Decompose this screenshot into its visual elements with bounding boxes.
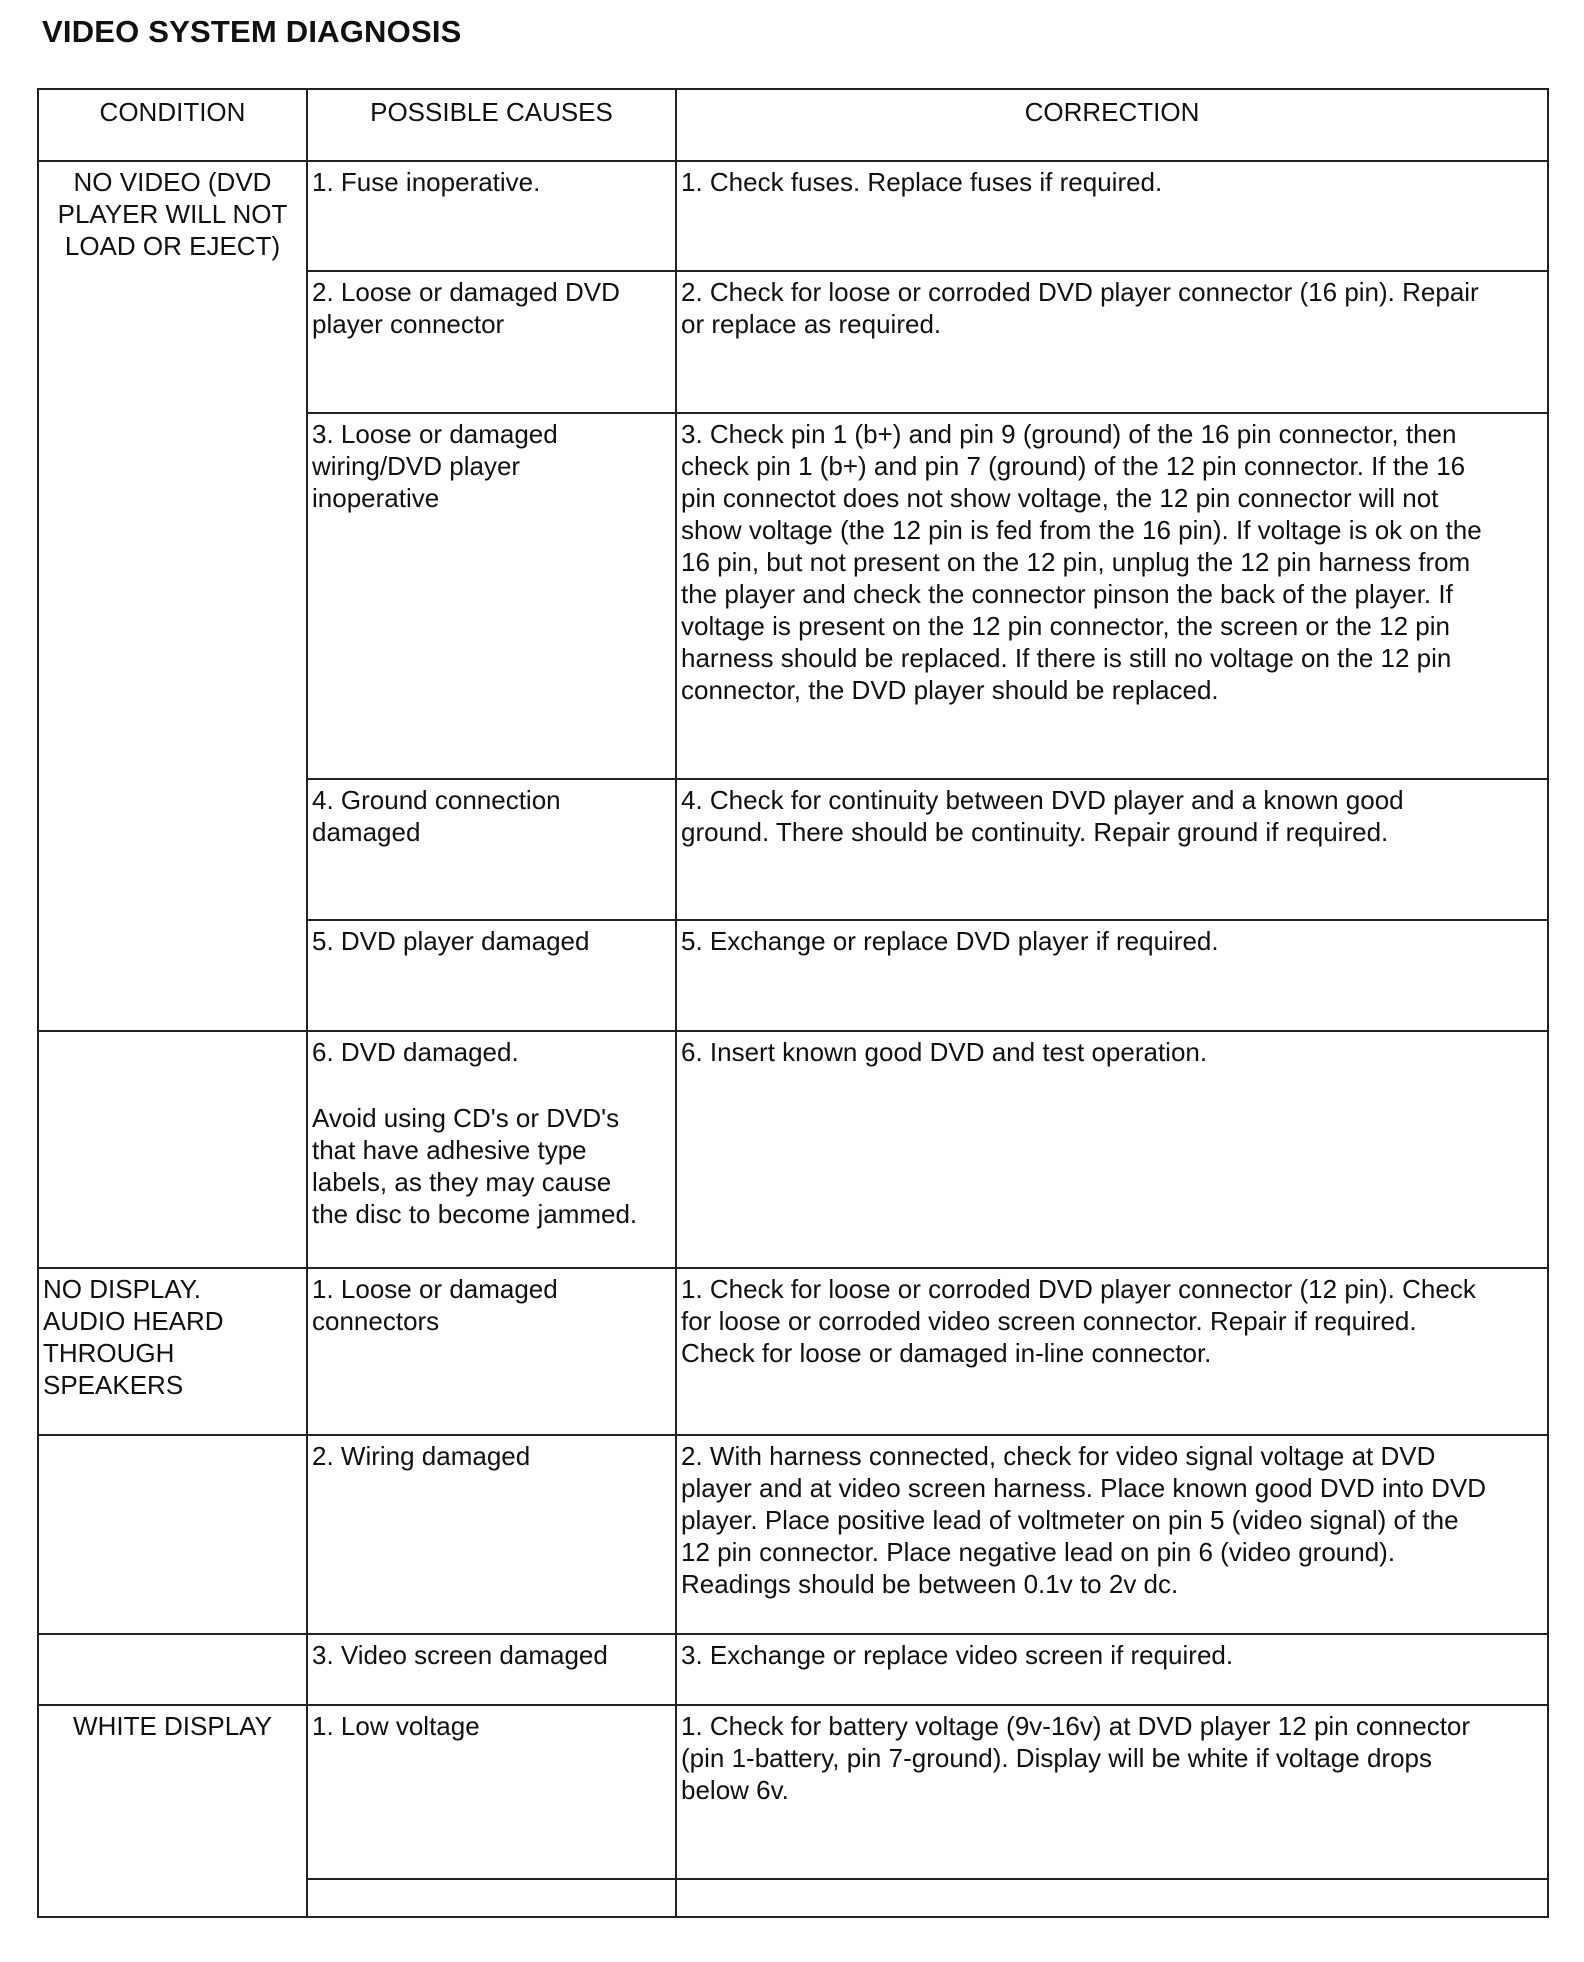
correction-cell: 6. Insert known good DVD and test operation. xyxy=(676,1031,1548,1268)
cause-cell: 1. Fuse inoperative. xyxy=(307,161,676,271)
correction-cell xyxy=(676,1879,1548,1917)
correction-cell: 1. Check for loose or corroded DVD player connector (12 pin). Check for loose or corroded video screen connector. Repair if required. Check for loose or damaged in-line connector. xyxy=(676,1268,1548,1435)
table-row xyxy=(38,1435,1548,1634)
page-title: VIDEO SYSTEM DIAGNOSIS xyxy=(42,14,462,49)
correction-cell: 2. With harness connected, check for video signal voltage at DVD player and at video screen harness. Place known good DVD into DVD player. Place positive lead of voltmeter on pin 5 (video signal) of the 12 pin connector. Place negative lead on pin 6 (video ground). Readings should be between 0.1v to 2v dc. xyxy=(676,1435,1548,1634)
cause-cell: 3. Video screen damaged xyxy=(307,1634,676,1705)
cause-cell: 2. Wiring damaged xyxy=(307,1435,676,1634)
condition-cell xyxy=(38,1435,307,1634)
diagnosis-table xyxy=(37,88,1549,1918)
table-header-row xyxy=(38,89,1548,161)
cause-cell xyxy=(307,1879,676,1917)
table-row xyxy=(38,1705,1548,1879)
condition-cell: WHITE DISPLAY xyxy=(38,1705,307,1917)
table-row xyxy=(38,1031,1548,1268)
cause-cell: 2. Loose or damaged DVD player connector xyxy=(307,271,676,413)
condition-cell: NO VIDEO (DVD PLAYER WILL NOT LOAD OR EJECT) xyxy=(38,161,307,1031)
correction-cell: 4. Check for continuity between DVD player and a known good ground. There should be continuity. Repair ground if required. xyxy=(676,779,1548,920)
table-row xyxy=(38,161,1548,271)
table-row xyxy=(38,1268,1548,1435)
cause-cell xyxy=(307,1031,676,1268)
cause-cell: 1. Low voltage xyxy=(307,1705,676,1879)
cause-cell: 1. Loose or damaged connectors xyxy=(307,1268,676,1435)
correction-cell: 1. Check for battery voltage (9v-16v) at DVD player 12 pin connector (pin 1-battery, pin 7-ground). Display will be white if voltage drops below 6v. xyxy=(676,1705,1548,1879)
correction-cell: 3. Check pin 1 (b+) and pin 9 (ground) of the 16 pin connector, then check pin 1 (b+) and pin 7 (ground) of the 12 pin connector. If the 16 pin connectot does not show voltage, the 12 pin connector will not show voltage (the 12 pin is fed from the 16 pin). If voltage is ok on the 16 pin, but not present on the 12 pin, unplug the 12 pin harness from the player and check the connector pinson the back of the player. If voltage is present on the 12 pin connector, the screen or the 12 pin harness should be replaced. If there is still no voltage on the 12 pin connector, the DVD player should be replaced. xyxy=(676,413,1548,779)
header-possible-causes: POSSIBLE CAUSES xyxy=(307,89,676,161)
cause-cell: 5. DVD player damaged xyxy=(307,920,676,1031)
cause-cell: 3. Loose or damaged wiring/DVD player inoperative xyxy=(307,413,676,779)
correction-cell: 3. Exchange or replace video screen if required. xyxy=(676,1634,1548,1705)
cause-text: 6. DVD damaged. xyxy=(312,1037,519,1067)
correction-cell: 2. Check for loose or corroded DVD player connector (16 pin). Repair or replace as required. xyxy=(676,271,1548,413)
table-row xyxy=(38,1634,1548,1705)
condition-cell xyxy=(38,1634,307,1705)
condition-cell: NO DISPLAY. AUDIO HEARD THROUGH SPEAKERS xyxy=(38,1268,307,1435)
header-correction: CORRECTION xyxy=(676,89,1548,161)
cause-cell: 4. Ground connection damaged xyxy=(307,779,676,920)
condition-cell xyxy=(38,1031,307,1268)
header-condition: CONDITION xyxy=(38,89,307,161)
correction-cell: 1. Check fuses. Replace fuses if required. xyxy=(676,161,1548,271)
correction-cell: 5. Exchange or replace DVD player if required. xyxy=(676,920,1548,1031)
cause-note: Avoid using CD's or DVD's that have adhesive type labels, as they may cause the disc to become jammed. xyxy=(312,1103,638,1229)
